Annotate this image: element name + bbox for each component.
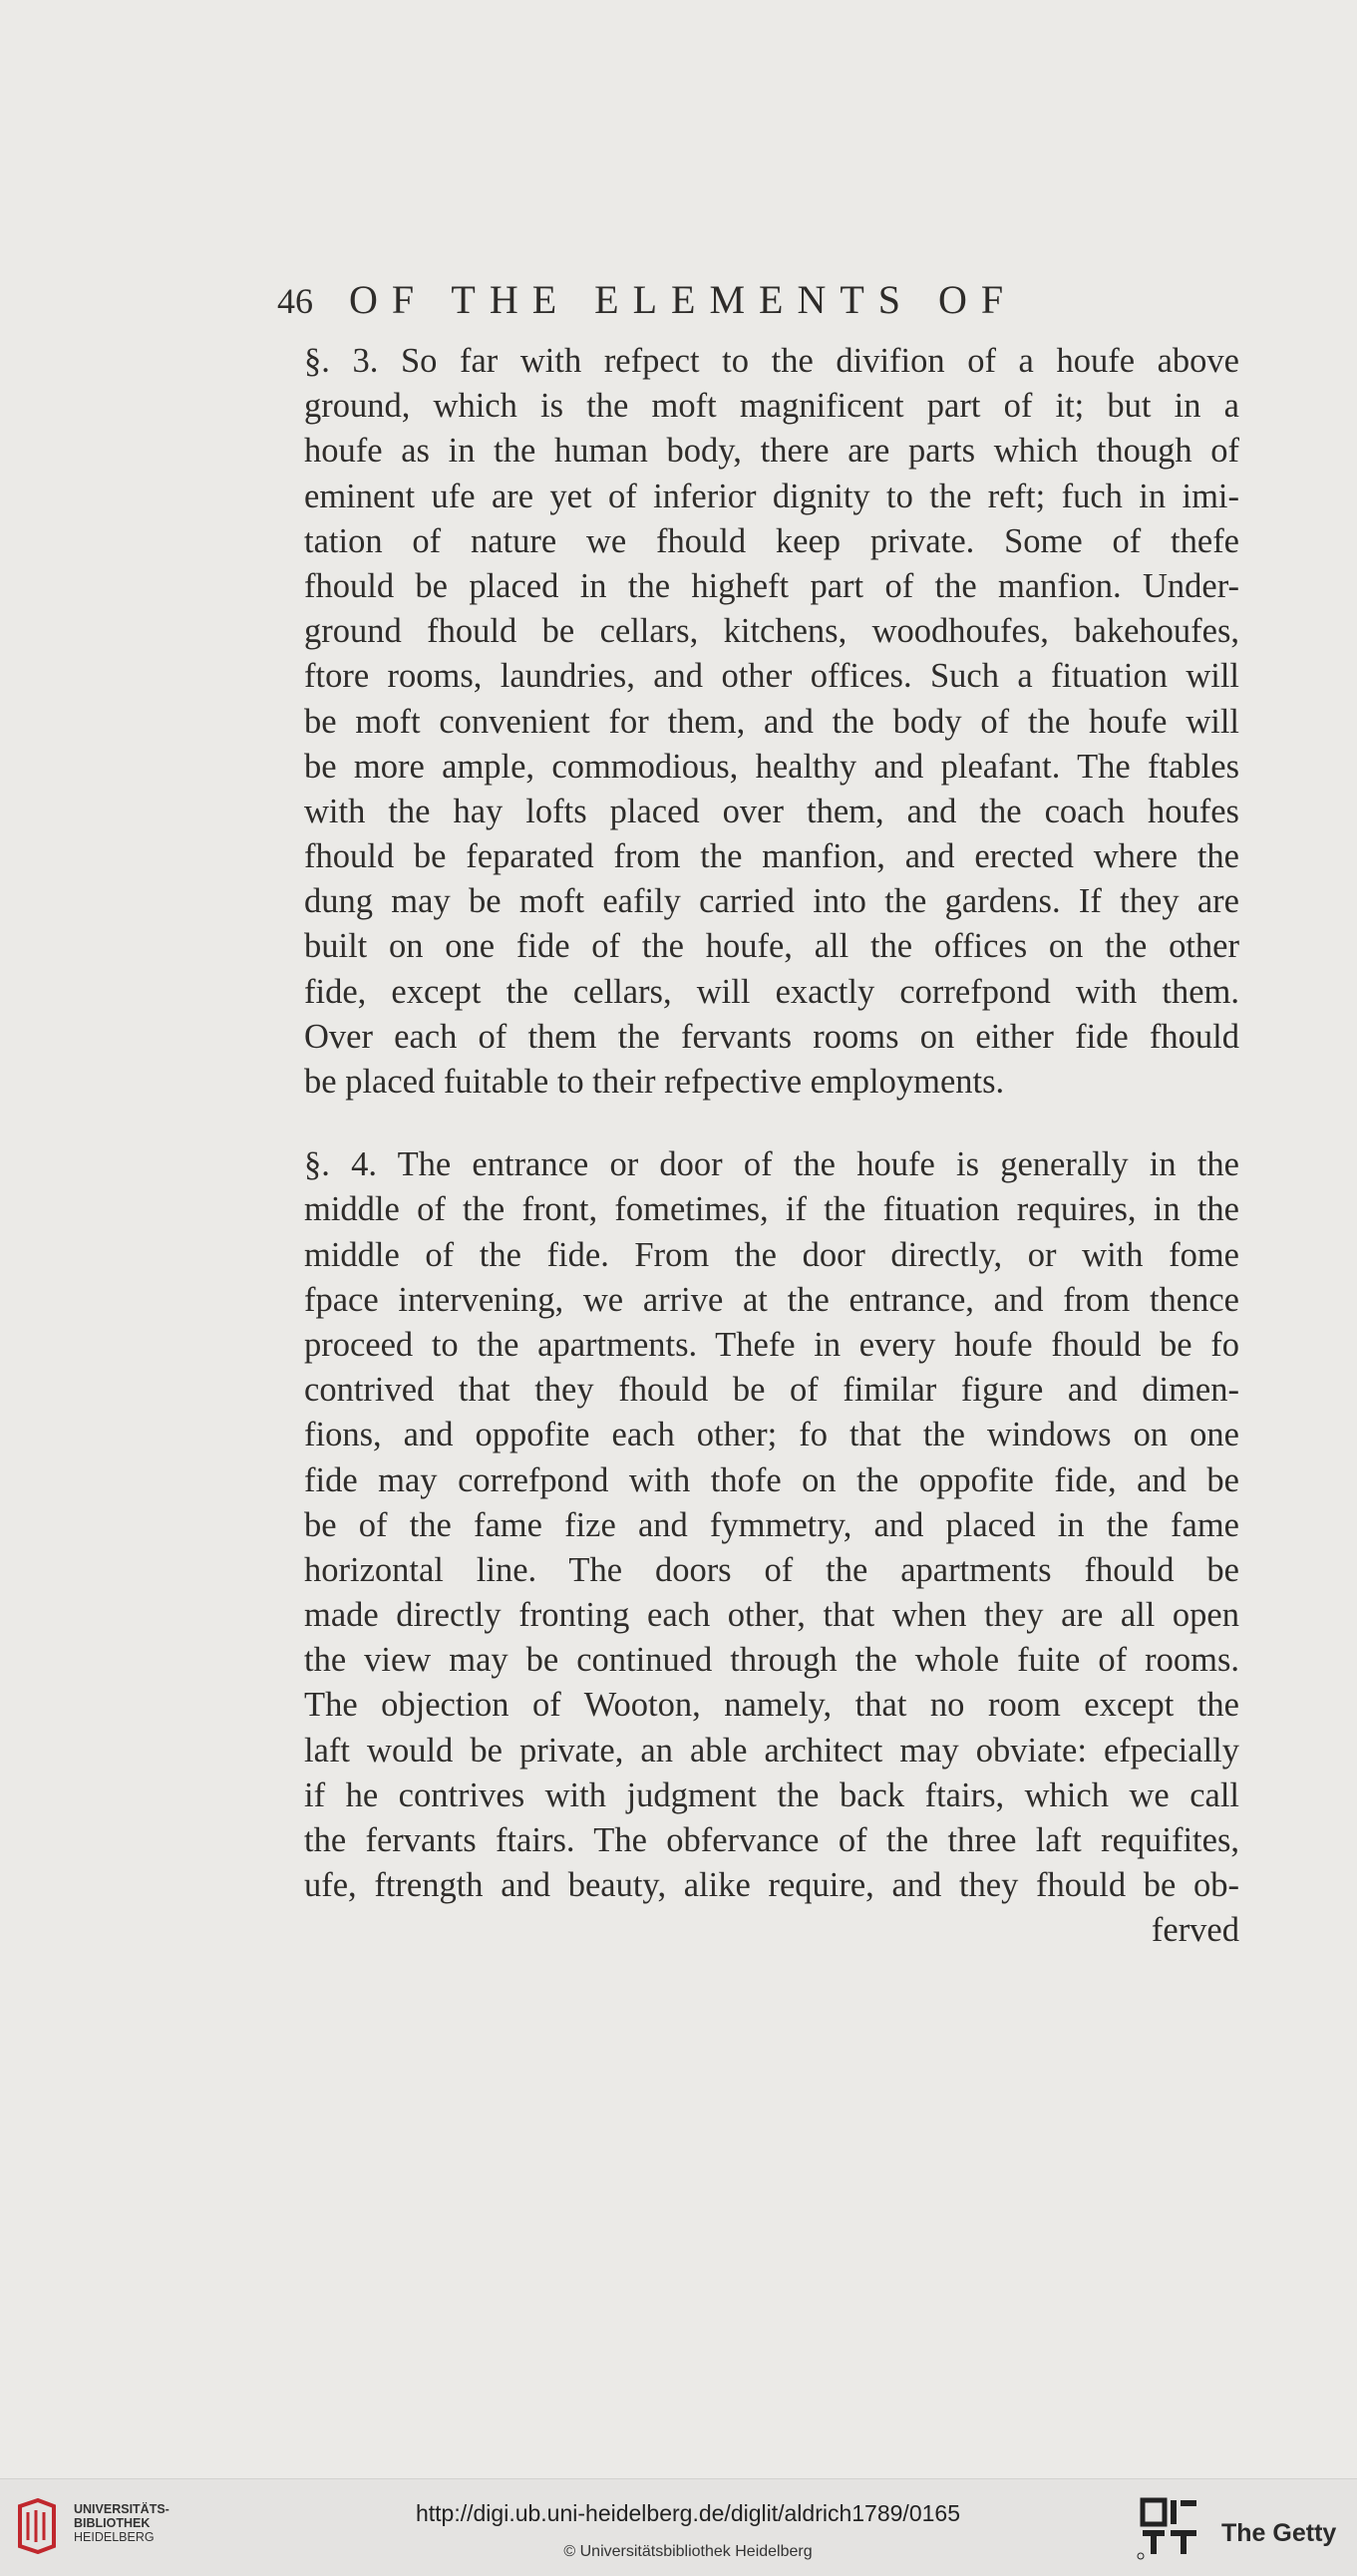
text-line: middle of the front, fometimes, if the fituation requires, in the <box>304 1190 1239 1229</box>
body-text <box>304 339 1239 1954</box>
running-head-title: OF THE ELEMENTS OF <box>349 277 1018 322</box>
getty-logo-icon <box>1137 2496 1200 2560</box>
text-line: proceed to the apartments. Thefe in every houfe fhould be fo <box>304 1325 1239 1364</box>
text-line: §. 3. So far with refpect to the divifion of a houfe above <box>304 342 1239 380</box>
text-line: fhould be feparated from the manfion, and erected where the <box>304 837 1239 876</box>
text-line: eminent ufe are yet of inferior dignity to the reft; fuch in imi- <box>304 477 1239 515</box>
text-line: the fervants ftairs. The obfervance of the three laft requifites, <box>304 1821 1239 1859</box>
permalink-url[interactable]: http://digi.ub.uni-heidelberg.de/diglit/aldrich1789/0165 <box>415 2500 960 2526</box>
university-library-logo-icon <box>14 2496 60 2554</box>
text-line: laft would be private, an able architect may obviate: efpecially <box>304 1731 1239 1770</box>
paragraph-gap <box>304 1105 1239 1142</box>
text-line: tation of nature we fhould keep private. Some of thefe <box>304 521 1239 560</box>
text-line: §. 4. The entrance or door of the houfe is generally in the <box>304 1145 1239 1184</box>
library-name-line: HEIDELBERG <box>74 2530 155 2544</box>
text-line: with the hay lofts placed over them, and the coach houfes <box>304 792 1239 830</box>
text-line: ground, which is the moft magnificent part of it; but in a <box>304 387 1239 426</box>
text-line: Over each of them the fervants rooms on either fide fhould <box>304 1017 1239 1056</box>
library-name-line: UNIVERSITÄTS- <box>74 2502 170 2516</box>
catchword: ferved <box>1151 1911 1239 1950</box>
text-line: middle of the fide. From the door directly, or with fome <box>304 1235 1239 1274</box>
text-line: horizontal line. The doors of the apartments fhould be <box>304 1550 1239 1589</box>
text-line: be moft convenient for them, and the body of the houfe will <box>304 702 1239 741</box>
text-line: fide, except the cellars, will exactly correfpond with them. <box>304 972 1239 1011</box>
text-line: fide may correfpond with thofe on the oppofite fide, and be <box>304 1460 1239 1499</box>
text-line: be placed fuitable to their refpective employments. <box>304 1063 1005 1101</box>
paragraph-section-4 <box>304 1142 1239 1908</box>
text-line: houfe as in the human body, there are parts which though of <box>304 432 1239 471</box>
text-line: made directly fronting each other, that when they are all open <box>304 1596 1239 1635</box>
text-line: ground fhould be cellars, kitchens, woodhoufes, bakehoufes, <box>304 612 1239 651</box>
running-head <box>277 275 1234 325</box>
library-name <box>74 2502 170 2544</box>
text-line: contrived that they fhould be of fimilar figure and dimen- <box>304 1371 1239 1410</box>
text-line: dung may be moft eafily carried into the gardens. If they are <box>304 882 1239 921</box>
text-line: fhould be placed in the higheft part of the manfion. Under- <box>304 566 1239 605</box>
text-line: ftore rooms, laundries, and other offices. Such a fituation will <box>304 657 1239 696</box>
library-name-line: BIBLIOTHEK <box>74 2516 151 2530</box>
text-line: the view may be continued through the whole fuite of rooms. <box>304 1641 1239 1680</box>
paragraph-section-3 <box>304 339 1239 1105</box>
text-line: be of the fame fize and fymmetry, and placed in the fame <box>304 1505 1239 1544</box>
text-line: The objection of Wooton, namely, that no room except the <box>304 1686 1239 1725</box>
getty-name: The Getty <box>1221 2519 1337 2547</box>
text-line: if he contrives with judgment the back ftairs, which we call <box>304 1775 1239 1814</box>
text-line: fions, and oppofite each other; fo that the windows on one <box>304 1416 1239 1454</box>
page-number: 46 <box>277 281 313 321</box>
text-line: be more ample, commodious, healthy and pleafant. The ftables <box>304 747 1239 786</box>
text-line: built on one fide of the houfe, all the offices on the other <box>304 927 1239 966</box>
copyright-notice: © Universitätsbibliothek Heidelberg <box>563 2543 813 2560</box>
text-line: fpace intervening, we arrive at the entrance, and from thence <box>304 1280 1239 1319</box>
text-line: ufe, ftrength and beauty, alike require, and they fhould be ob- <box>304 1866 1239 1905</box>
